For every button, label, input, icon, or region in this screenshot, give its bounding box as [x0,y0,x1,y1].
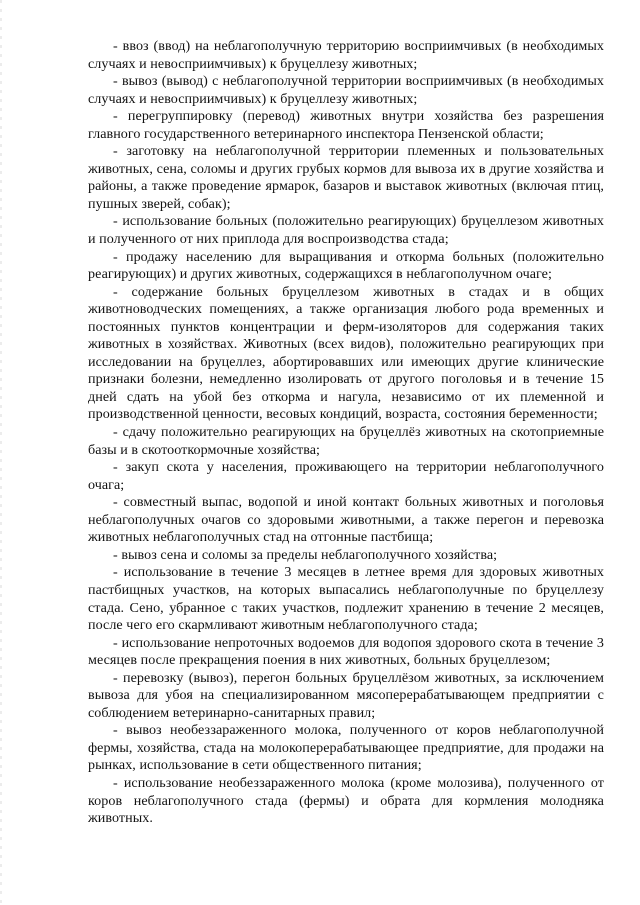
paragraph-import-ban: - ввоз (ввод) на неблагополучную территорию восприимчивых (в необходимых случаях и невосприимчивых) к бруцеллезу животных; [88,38,604,72]
paragraph-export-ban: - вывоз (вывод) с неблагополучной территории восприимчивых (в необходимых случаях и невосприимчивых) к бруцеллезу животных; [88,73,604,107]
paragraph-milk-use-ban: - использование необеззараженного молока (кроме молозива), полученного от коров неблагополучного стада (фермы) и обрата для кормления молодняка животных. [88,774,604,827]
paragraph-transport-ban: - перевозку (вывоз), перегон больных бруцеллёзом животных, за исключением вывоза для убоя на специализированном мясоперерабатывающем предприятии с соблюдением ветеринарно-санитарных правил; [88,669,604,721]
paragraph-regrouping-ban: - перегруппировку (перевод) животных внутри хозяйства без разрешения главного государственного ветеринарного инспектора Пензенской области; [88,108,604,142]
paragraph-pasture-ban: - использование в течение 3 месяцев в летнее время для здоровых животных пастбищных участков, на которых выпасались неблагополучные по бруцеллезу стада. Сено, убранное с таких участков, подлежит хранению в течение 2 месяцев, после чего его скармливают животным неблагополучного стада; [88,564,604,634]
paragraph-delivery-ban: - сдачу положительно реагирующих на бруцеллёз животных на скотоприемные базы и в скотооткормочные хозяйства; [88,424,604,458]
scan-edge [0,0,2,905]
document-body [88,38,604,828]
paragraph-purchase-ban: - закуп скота у населения, проживающего на территории неблагополучного очага; [88,459,604,493]
paragraph-hay-export-ban: - вывоз сена и соломы за пределы неблагополучного хозяйства; [113,546,498,563]
paragraph-procurement-ban: - заготовку на неблагополучной территории племенных и пользовательных животных, сена, соломы и других грубых кормов для вывоза их в другие хозяйства и районы, а также проведение ярмарок, базаров и выставок животных (включая птиц, пушных зверей, собак); [88,143,604,212]
paragraph-keeping-ban: - содержание больных бруцеллезом животных в стадах и в общих животноводческих помещениях, а также организация любого рода временных и постоянных пунктов концентрации и ферм-изоляторов для содержания таких животных в хозяйствах. Животных (всех видов), положительно реагирующих при исследовании на бруцеллез, абортировавших или имеющих другие клинические признаки болезни, немедленно изолировать от другого поголовья и в течение 15 дней сдать на убой без откорма и нагула, независимо от их племенной и производственной ценности, весовых кондиций, возраста, состояния беременности; [88,283,604,423]
paragraph-breeding-ban: - использование больных (положительно реагирующих) бруцеллезом животных и полученного от них приплода для воспроизводства стада; [88,213,604,248]
paragraph-water-ban: - использование непроточных водоемов для водопоя здорового скота в течение 3 месяцев после прекращения поения в них животных, больных бруцеллезом; [88,634,604,669]
paragraph-sale-ban: - продажу населению для выращивания и откорма больных (положительно реагирующих) и других животных, содержащихся в неблагополучном очаге; [88,248,604,283]
paragraph-grazing-ban: - совместный выпас, водопой и иной контакт больных животных и поголовья неблагополучных очагов со здоровыми животными, а также перегон и перевозка животных неблагополучных стад на отгонные пастбища; [88,494,604,546]
paragraph-milk-export-ban: - вывоз необеззараженного молока, полученного от коров неблагополучной фермы, хозяйства, стада на молокоперерабатывающее предприятие, для продажи на рынках, использование в сети общественного питания; [88,722,604,774]
